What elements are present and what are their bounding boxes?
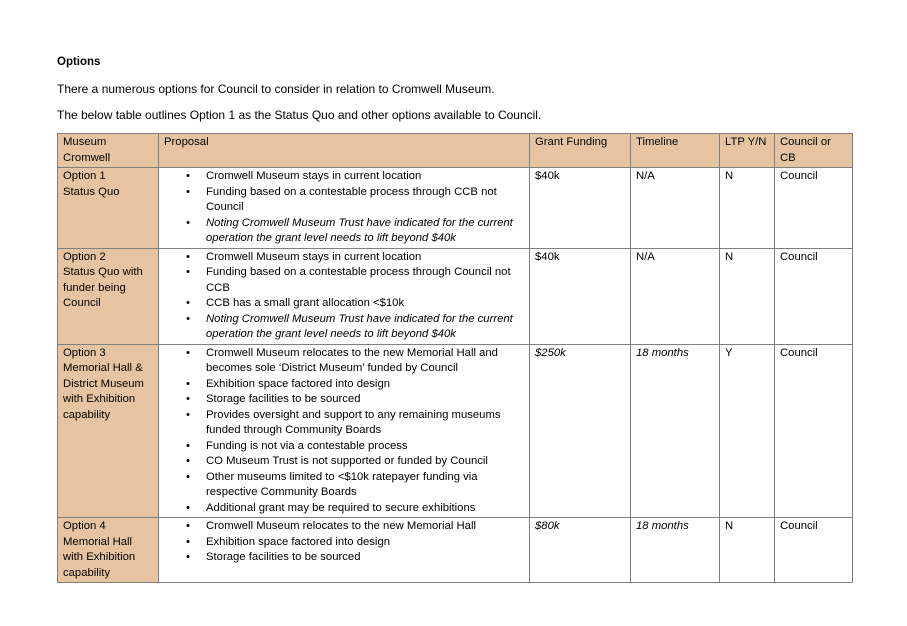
grant-funding-cell: $250k <box>530 344 631 518</box>
council-or-cb-cell: Council <box>775 168 853 249</box>
proposal-bullet: • Noting Cromwell Museum Trust have indicated for the current operation the grant level needs to lift beyond $40k <box>206 312 524 343</box>
header-council-or-cb: Council or CB <box>775 134 853 168</box>
header-ltp: LTP Y/N <box>720 134 775 168</box>
proposal-bullet: • Cromwell Museum stays in current location <box>206 250 524 266</box>
table-row <box>58 518 853 583</box>
header-timeline: Timeline <box>631 134 720 168</box>
option-cell <box>58 168 159 249</box>
option-number: Option 3 <box>63 346 106 359</box>
proposal-bullet: • Provides oversight and support to any remaining museums funded through Community Boards <box>206 408 524 439</box>
proposal-bullet: • Other museums limited to <$10k ratepayer funding via respective Community Boards <box>206 470 524 501</box>
proposal-bullet: • Funding based on a contestable process through CCB not Council <box>206 185 524 216</box>
grant-funding-cell: $80k <box>530 518 631 583</box>
proposal-bullet: • Exhibition space factored into design <box>206 535 524 551</box>
option-number: Option 4 <box>63 520 106 532</box>
header-grant-funding: Grant Funding <box>530 134 631 168</box>
council-or-cb-cell: Council <box>775 248 853 344</box>
table-row <box>58 344 853 518</box>
council-or-cb-cell: Council <box>775 344 853 518</box>
proposal-list <box>164 346 524 517</box>
timeline-cell: N/A <box>631 248 720 344</box>
ltp-cell: N <box>720 518 775 583</box>
option-name: Status Quo <box>63 185 120 198</box>
timeline-cell: N/A <box>631 168 720 249</box>
proposal-cell <box>159 518 530 583</box>
option-name: Memorial Hall & District Museum with Exhibition capability <box>63 362 144 421</box>
proposal-bullet: • Additional grant may be required to secure exhibitions <box>206 501 524 517</box>
proposal-bullet: • Cromwell Museum relocates to the new Memorial Hall and becomes sole ‘District Museum’ funded by Council <box>206 346 524 377</box>
proposal-cell <box>159 168 530 249</box>
option-cell <box>58 344 159 518</box>
ltp-cell: Y <box>720 344 775 518</box>
grant-funding-cell: $40k <box>530 248 631 344</box>
timeline-cell: 18 months <box>631 518 720 583</box>
table-row <box>58 168 853 249</box>
ltp-cell: N <box>720 248 775 344</box>
header-proposal: Proposal <box>159 134 530 168</box>
section-title: Options <box>57 56 101 68</box>
option-cell <box>58 518 159 583</box>
option-cell <box>58 248 159 344</box>
proposal-bullet: • Exhibition space factored into design <box>206 377 524 393</box>
proposal-bullet: • CCB has a small grant allocation <$10k <box>206 296 524 312</box>
table-body <box>58 168 853 583</box>
proposal-list <box>164 169 524 247</box>
proposal-bullet: • Funding based on a contestable process through Council not CCB <box>206 265 524 296</box>
option-name: Memorial Hall with Exhibition capability <box>63 535 136 579</box>
proposal-bullet: • Cromwell Museum relocates to the new Memorial Hall <box>206 519 524 535</box>
table-row <box>58 248 853 344</box>
proposal-cell <box>159 248 530 344</box>
grant-funding-cell: $40k <box>530 168 631 249</box>
proposal-bullet: • Storage facilities to be sourced <box>206 392 524 408</box>
options-table <box>57 133 853 583</box>
proposal-list <box>164 250 524 343</box>
option-number: Option 1 <box>63 170 106 182</box>
header-museum: Museum Cromwell <box>58 134 159 168</box>
proposal-bullet: • Cromwell Museum stays in current location <box>206 169 524 185</box>
table-header-row <box>58 134 853 168</box>
option-number: Option 2 <box>63 250 106 263</box>
council-or-cb-cell: Council <box>775 518 853 583</box>
proposal-bullet: • Storage facilities to be sourced <box>206 550 524 566</box>
proposal-bullet: • Funding is not via a contestable process <box>206 439 524 455</box>
proposal-bullet: • CO Museum Trust is not supported or funded by Council <box>206 454 524 470</box>
proposal-bullet: • Noting Cromwell Museum Trust have indicated for the current operation the grant level needs to lift beyond $40k <box>206 216 524 247</box>
option-name: Status Quo with funder being Council <box>63 266 143 309</box>
outline-paragraph: The below table outlines Option 1 as the Status Quo and other options available to Council. <box>57 108 542 122</box>
intro-paragraph: There a numerous options for Council to consider in relation to Cromwell Museum. <box>57 82 495 96</box>
timeline-cell: 18 months <box>631 344 720 518</box>
proposal-cell <box>159 344 530 518</box>
proposal-list <box>164 519 524 566</box>
ltp-cell: N <box>720 168 775 249</box>
